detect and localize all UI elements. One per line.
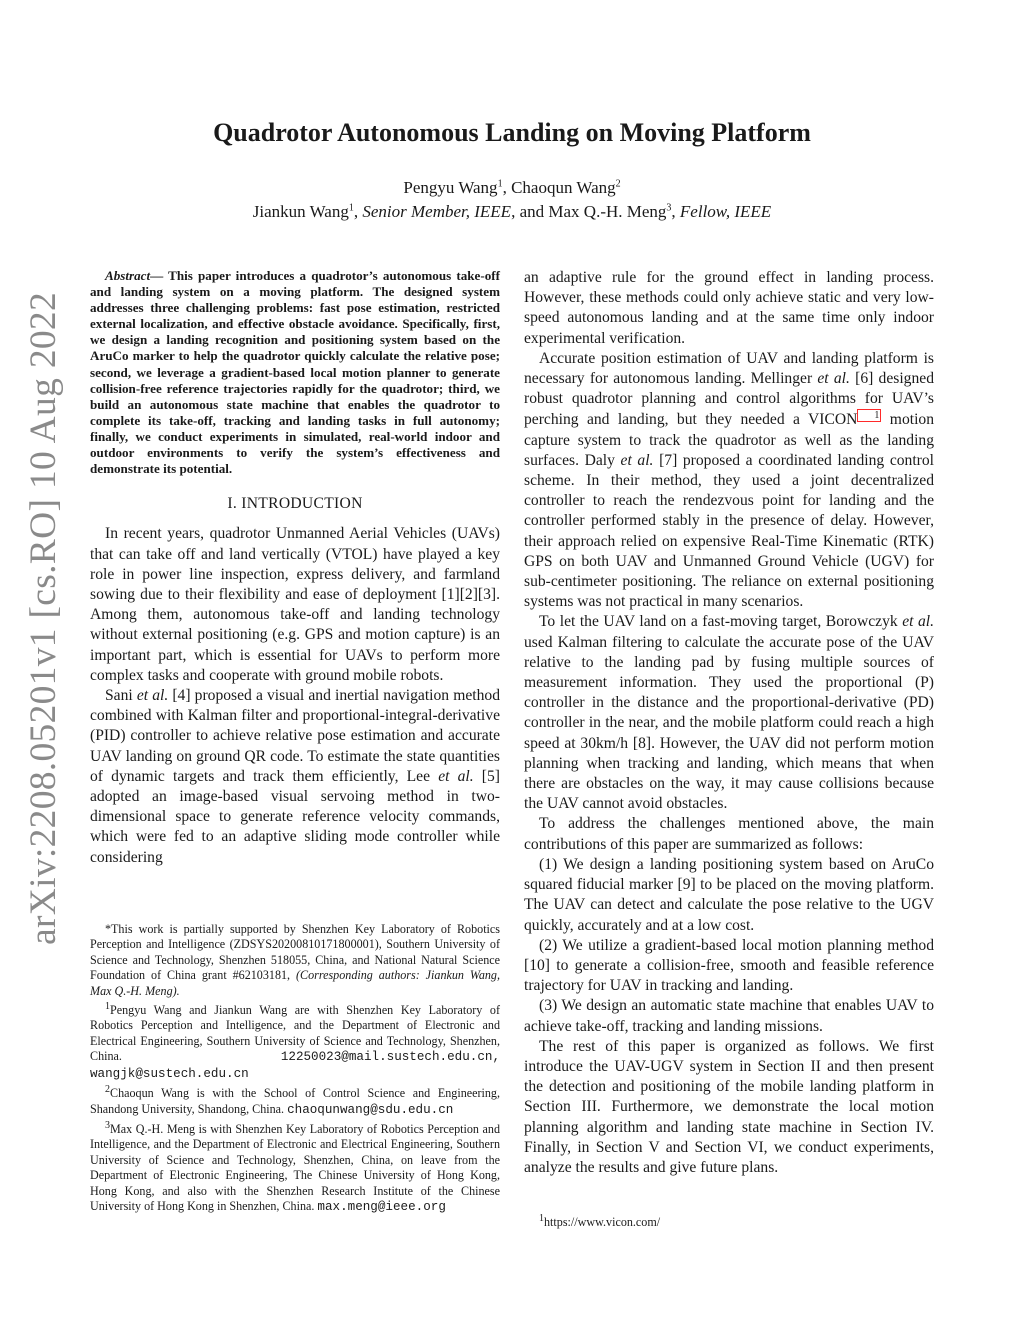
intro-paragraph-1: In recent years, quadrotor Unmanned Aerial Vehicles (UAVs) that can take off and land vertically (VTOL) have played a key role in power line inspection, express delivery, and farmland sowing due to their flexibility and ease of deployment [1][2][3]. Among them, autonomous take-off and landing technology without external positioning (e.g. GPS and motion capture) is an important part, which is essential for UAVs to perform more complex tasks and cooperate with ground mobile robots. [90, 525, 500, 684]
text-run: [6] designed robust quadrotor planning and control algorithms for UAV’s perching and landing, but they needed a VICON [524, 370, 934, 429]
author-name: Jiankun Wang [252, 202, 349, 221]
footnote-link[interactable]: 1 [857, 409, 881, 422]
section-heading: I. INTRODUCTION [227, 495, 363, 513]
abstract [90, 268, 500, 477]
abstract-label: Abstract [105, 268, 151, 283]
body-paragraph [524, 349, 934, 613]
text-run: Pengyu Wang and Jiankun Wang are with Shenzhen Key Laboratory of Robotics Perception and Intelligence, and the Department of Electronic and Electrical Engineering, Southern University of Science and Technology, Shenzhen, China. [90, 1003, 500, 1064]
email-link[interactable]: chaoqunwang@sdu.edu.cn [287, 1102, 454, 1117]
text-run: [5] adopted an image-based visual servoing method in two-dimensional space to generate reference velocity commands, which were fed to an adaptive sliding mode controller while considering [90, 767, 500, 866]
author-affiliation-mark: 2 [615, 178, 621, 190]
corresponding-authors: (Corresponding authors: Jiankun Wang, Max Q.-H. Meng). [90, 968, 501, 998]
intro-paragraph-2 [90, 686, 500, 868]
author-separator: , and [511, 202, 549, 221]
et-al: et al. [438, 767, 474, 785]
funding-footnote [90, 922, 500, 999]
paper-title: Quadrotor Autonomous Landing on Moving Platform [213, 118, 811, 147]
footnote-mark: 1 [539, 1213, 544, 1224]
text-run: motion capture system to track the quadrotor as well as the landing surfaces. Daly [524, 411, 934, 469]
arxiv-identifier-stamp: arXiv:2208.05201v1 [cs.RO] 10 Aug 2022 [23, 291, 64, 945]
continued-paragraph: an adaptive rule for the ground effect in landing process. However, these methods could only achieve static and very low-speed autonomous landing and at the same time only indoor experimental verification. [524, 269, 934, 347]
affiliation-footnote-1 [90, 999, 500, 1082]
author-line-2: Jiankun Wang$^1$, Senior Member, IEEE, and Max Q.-H. Meng$^3$, Fellow, IEEE [252, 202, 772, 221]
contribution-item-3: (3) We design an automatic state machine that enables UAV to achieve take-off, tracking and landing missions. [524, 997, 934, 1035]
author-affiliation-mark: 1 [348, 202, 354, 214]
text-run: Max Q.-H. Meng is with Shenzhen Key Laboratory of Robotics Perception and Intelligence, and the Department of Electronic and Electrical Engineering, Southern University of Science and Technology, Shenzhen, China, on leave from the Department of Electronic Engineering, The Chinese University of Hong Kong, Hong Kong, and also with the Shenzhen Research Institute of the Chinese University of Hong Kong in Shenzhen, China. [90, 1121, 500, 1213]
body-paragraph [524, 612, 934, 814]
affiliation-footnotes [90, 922, 500, 1215]
et-al: et al. [817, 370, 850, 388]
author-membership: Senior Member, IEEE [362, 202, 512, 221]
author-separator: , [502, 178, 512, 197]
text-run: [4] proposed a visual and inertial navigation method combined with Kalman filter and proportional-integral-derivative (PID) controller to achieve relative pose estimation and accurate UAV landing on ground QR code. To estimate the state quantities of dynamic targets and track them efficiently, Lee [90, 687, 500, 785]
url-link[interactable]: https://www.vicon.com/ [544, 1215, 661, 1230]
text-run: used Kalman filtering to calculate the accurate pose of the UAV relative to the landing pad by fusing multiple sources of measurement information. They used the proportional (P) controller in the distance and the proportional-derivative (PD) controller in the near, and the mobile platform could reach a high speed at 30km/h [8]. However, the UAV did not perform motion planning when tracking and landing, which means that when there are obstacles on the way, it may cause collisions because the UAV cannot avoid obstacles. [524, 633, 934, 813]
email-link[interactable]: 12250023@mail.sustech.edu.cn, wangjk@sustech.edu.cn [90, 1050, 500, 1081]
et-al: et al. [136, 687, 169, 705]
contribution-item-1: (1) We design a landing positioning system based on AruCo squared fiducial marker [9] to be placed on the moving platform. The UAV can detect and calculate the pose relative to the UGV quickly, accurately and at a low cost. [524, 855, 934, 934]
et-al: et al. [620, 451, 654, 469]
contribution-item-2: (2) We utilize a gradient-based local motion planning method [10] to generate a collision-free, smooth and feasible reference trajectory for UAV in tracking and landing. [524, 936, 934, 995]
text-run: *This work is partially supported by Shenzhen Key Laboratory of Robotics Perception and Intelligence (ZDSYS20200810171800001), Southern University of Science and Technology, Shenzhen 518055, China, and National Natural Science Foundation of China grant #62103181, [90, 922, 500, 983]
author-line-1 [0, 178, 1024, 198]
email-link[interactable]: max.meng@ieee.org [317, 1200, 446, 1214]
author-name: Chaoqun Wang [511, 178, 616, 197]
affiliation-footnote-3 [90, 1118, 500, 1215]
abstract-text: — This paper introduces a quadrotor’s autonomous take-off and landing system on a moving platform. The designed system addresses three challenging problems: fast pose estimation, restricted external localization, and effective obstacle avoidance. Specifically, first, we design a landing recognition and positioning system based on the AruCo marker to help the quadrotor quickly calculate the relative pose; second, we leverage a gradient-based local motion planner to generate collision-free reference trajectories rapidly for the quadrotor; third, we build an autonomous state machine that enables the quadrotor to complete its take-off, tracking and landing tasks in full autonomy; finally, we conduct experiments in simulated, real-world indoor and outdoor environments to verify the system’s effectiveness and demonstrate its potential. [90, 268, 500, 477]
footnote-mark: 2 [105, 1084, 110, 1096]
text-run: Chaoqun Wang is with the School of Control Science and Engineering, Shandong University, Shandong, China. [90, 1086, 500, 1116]
footnote-mark: 1 [105, 1001, 110, 1013]
vicon-footnote [524, 1211, 934, 1230]
text-run: [7] proposed a coordinated landing control scheme. In their method, they used a joint decentralized controller to reach the rendezvous point for landing and the controller performed stably in the presence of delay. However, their approach relied on expensive Real-Time Kinematic (RTK) GPS on both UAV and Unmanned Ground Vehicle (UGV) for sub-centimeter positioning. The reliance on external positioning systems was not practical in many scenarios. [524, 451, 934, 611]
left-column [90, 268, 500, 868]
text-run: Accurate position estimation of UAV and landing platform is necessary for autonomous landing. Mellinger [524, 349, 934, 388]
body-paragraph: To address the challenges mentioned above, the main contributions of this paper are summarized as follows: [524, 815, 934, 853]
text-run: To let the UAV land on a fast-moving target, Borowczyk [539, 613, 903, 631]
body-paragraph: The rest of this paper is organized as follows. We first introduce the UAV-UGV system in Section II and then present the detection and positioning of the mobile landing platform in Section III. Furthermore, we demonstrate the local motion planning algorithm and landing state machine in Section IV. Finally, in Section V and Section VI, we conduct experiments, analyze the results and give future plans. [524, 1037, 934, 1176]
et-al: et al. [902, 613, 934, 631]
author-name: Pengyu Wang [403, 178, 498, 197]
right-column [524, 268, 934, 1178]
text-run: Sani [105, 687, 137, 705]
author-affiliation-mark: 1 [497, 178, 503, 190]
url-footnote [524, 1211, 934, 1230]
footnote-mark: 3 [105, 1119, 110, 1131]
author-name: Max Q.-H. Meng [548, 202, 667, 221]
author-membership: Fellow, IEEE [679, 202, 772, 221]
affiliation-footnote-2 [90, 1082, 500, 1118]
author-affiliation-mark: 3 [666, 202, 672, 214]
